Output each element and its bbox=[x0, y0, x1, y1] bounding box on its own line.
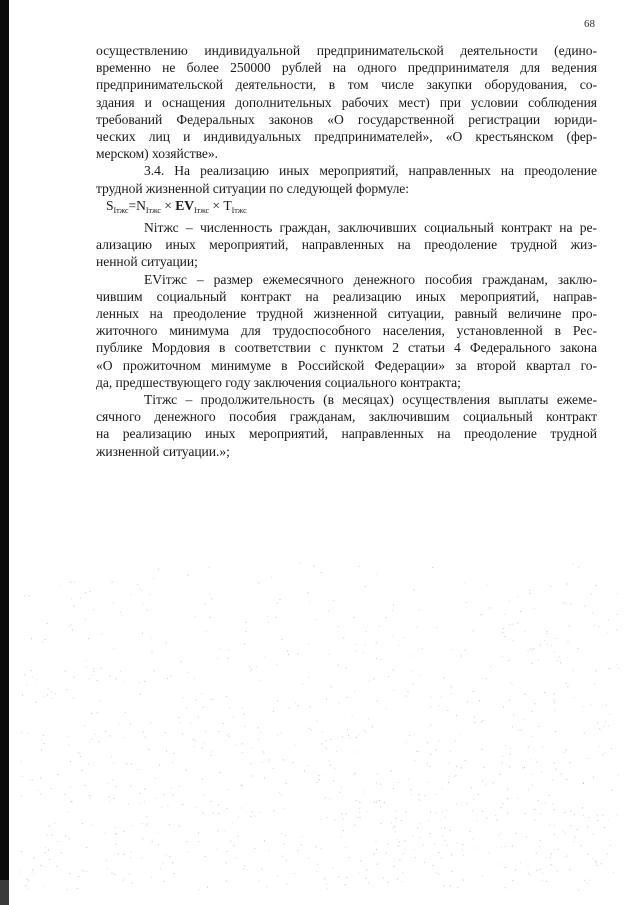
formula-eq: = bbox=[128, 197, 137, 213]
formula-t: T bbox=[223, 197, 232, 213]
paragraph-ev-definition bbox=[96, 271, 597, 391]
document-body bbox=[96, 42, 597, 460]
text-line: предпринимательской деятельности, в том числе закупки оборудования, со- bbox=[96, 77, 597, 93]
formula-t-sub: Iтжс bbox=[231, 205, 247, 215]
text-line: ческих лиц и индивидуальных предпринимателей», «О крестьянском (фер- bbox=[96, 129, 597, 145]
paragraph-3-4 bbox=[96, 162, 597, 196]
scan-left-edge-bottom bbox=[0, 880, 9, 905]
text-line: на реализацию иных мероприятий, направленных на преодоление трудной bbox=[96, 426, 597, 442]
text-line: ненной ситуации; bbox=[96, 254, 198, 270]
text-line: да, предшествующего году заключения социального контракта; bbox=[96, 374, 461, 390]
text-line: ленных на преодоление трудной жизненной ситуации, равный величине про- bbox=[96, 306, 597, 322]
paragraph-t-definition bbox=[96, 391, 597, 460]
formula-times-1: × bbox=[160, 197, 176, 213]
text-line: жизненной ситуации.»; bbox=[96, 443, 230, 459]
text-line: Tітжс – продолжительность (в месяцах) осуществления выплаты ежеме- bbox=[144, 392, 597, 408]
text-line: 3.4. На реализацию иных мероприятий, направленных на преодоление bbox=[144, 163, 597, 179]
page-number: 68 bbox=[584, 18, 595, 30]
paragraph-n-definition bbox=[96, 219, 597, 271]
formula-n-sub: Iтжс bbox=[145, 205, 161, 215]
text-line: осуществлению индивидуальной предпринимательской деятельности (едино- bbox=[96, 43, 597, 58]
formula-s-sub: Iтжс bbox=[113, 205, 129, 215]
paragraph-continuation bbox=[96, 42, 597, 162]
text-line: чившим социальный контракт на реализацию иных мероприятий, направ- bbox=[96, 288, 597, 304]
text-line: здания и оснащения дополнительных рабочих мест) при условии соблюдения bbox=[96, 94, 597, 110]
formula-ev: EV bbox=[175, 197, 195, 213]
text-line: ализацию иных мероприятий, направленных на преодоление трудной жиз- bbox=[96, 237, 597, 253]
text-line: трудной жизненной ситуации по следующей формуле: bbox=[96, 180, 410, 196]
text-line: житочного минимума для трудоспособного населения, установленной в Рес- bbox=[96, 323, 597, 339]
formula-ev-sub: Iтжс bbox=[194, 205, 210, 215]
text-line: сячного денежного пособия гражданам, заключившим социальный контракт bbox=[96, 409, 597, 425]
text-line: EVітжс – размер ежемесячного денежного пособия гражданам, заклю- bbox=[144, 271, 597, 287]
text-line: «О прожиточном минимуме в Российской Федерации» за второй квартал го- bbox=[96, 357, 597, 373]
formula bbox=[96, 197, 597, 219]
text-line: требований Федеральных законов «О государственной регистрации юриди- bbox=[96, 111, 597, 127]
scan-left-edge bbox=[0, 0, 9, 880]
text-line: Nітжс – численность граждан, заключивших социальный контракт на ре- bbox=[144, 220, 597, 236]
text-line: временно не более 250000 рублей на одного предпринимателя для ведения bbox=[96, 60, 597, 76]
formula-times-2: × bbox=[209, 197, 224, 213]
text-line: публике Мордовия в соответствии с пунктом 2 статьи 4 Федерального закона bbox=[96, 340, 597, 356]
formula-s: S bbox=[106, 197, 114, 213]
text-line: мерском) хозяйстве». bbox=[96, 146, 218, 162]
formula-n: N bbox=[136, 197, 146, 213]
